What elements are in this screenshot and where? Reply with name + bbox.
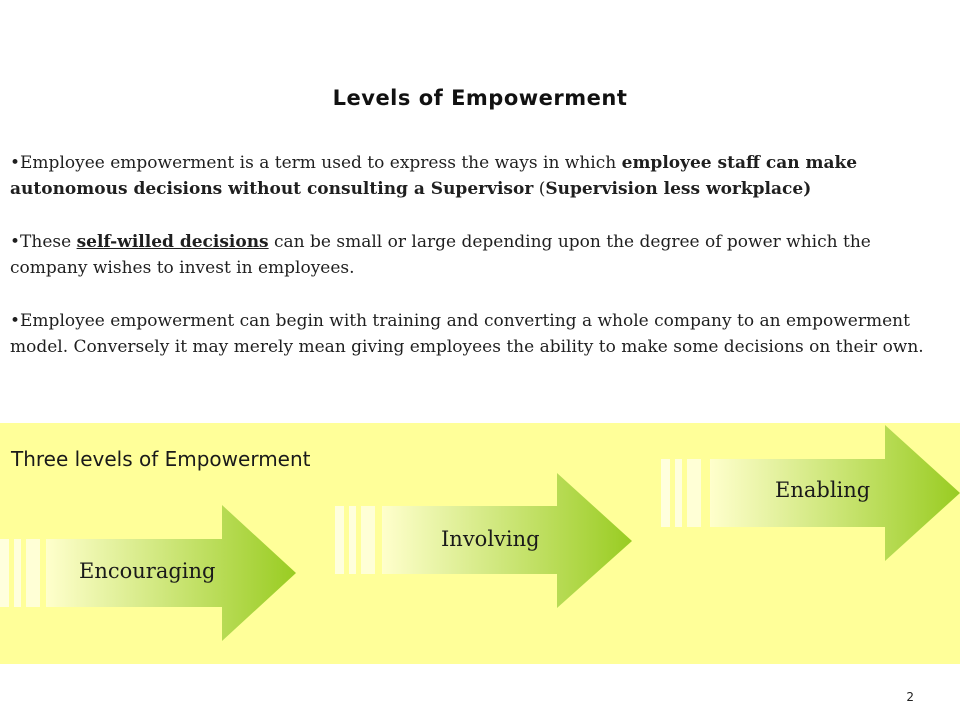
bullet-definition-text: •Employee empowerment is a term used to express the ways in which	[10, 153, 622, 173]
bullet-decisions-key-term: self-willed decisions	[76, 232, 269, 252]
level-label-enabling: Enabling	[775, 478, 871, 502]
bullet-definition	[10, 150, 945, 202]
bullet-list	[10, 150, 945, 387]
bullet-decisions-text: can be small or large depending upon the degree of power which the company wishes to invest in employees.	[10, 232, 871, 278]
bullet-definition-emphasis: employee staff can make autonomous decisions without consulting a Supervisor	[10, 153, 858, 199]
slide-title: Levels of Empowerment	[332, 86, 628, 110]
bullet-definition-paren: (	[533, 179, 546, 199]
level-label-encouraging: Encouraging	[79, 559, 216, 583]
bullet-training: •Employee empowerment can begin with training and converting a whole company to an empowerment model. Conversely it may merely mean giving employees the ability to make some decisions on their own.	[10, 311, 924, 357]
bullet-decisions-lead: •These	[10, 232, 77, 252]
level-label-involving: Involving	[441, 527, 540, 551]
bullet-definition-aside: Supervision less workplace)	[545, 179, 812, 199]
levels-heading: Three levels of Empowerment	[11, 447, 311, 471]
bullet-decisions	[10, 229, 945, 281]
page-number: 2	[906, 690, 914, 704]
